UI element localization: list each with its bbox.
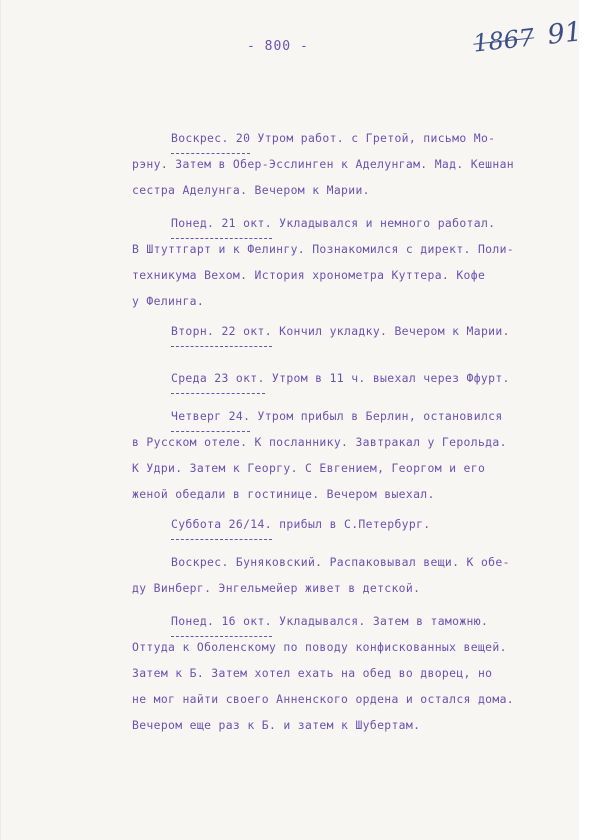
diary-entry [132, 210, 591, 314]
entry-text: Буняковский. Распаковывал вещи. К обе- [228, 555, 510, 569]
entry-line: К Удри. Затем к Георгу. С Евгением, Георгом и его [132, 461, 486, 475]
entry-first-line [171, 549, 591, 575]
entry-line: ду Винберг. Энгельмейер живет в детской. [132, 581, 421, 595]
entry-line: в Русском отеле. К посланнику. Завтракал у Герольда. [132, 435, 507, 449]
entry-date: Четверг 24. [171, 403, 250, 429]
entry-line: Вечером еще раз к Б. и затем к Шубертам. [132, 718, 421, 732]
entry-date: Воскрес. [171, 555, 229, 569]
entry-date: Среда 23 окт. [171, 365, 265, 391]
entry-first-line [171, 608, 591, 634]
entry-date: Суббота 26/14. [171, 511, 272, 537]
diary-entry [132, 125, 591, 203]
entry-line: техникума Вехом. История хронометра Куттера. Кофе [132, 268, 486, 282]
entry-first-line [171, 365, 591, 391]
entry-text: Утром в 11 ч. выехал через Ффурт. [264, 371, 510, 385]
entry-line: рэну. Затем в Обер-Эсслинген к Аделунгам. Мад. Кешнан [132, 157, 515, 171]
entry-text: Укладывался и немного работал. [271, 216, 496, 230]
entry-first-line [171, 403, 591, 429]
entry-line: В Штуттгарт и к Фелингу. Познакомился с директ. Поли- [132, 242, 515, 256]
entry-first-line [171, 511, 591, 537]
entry-date: Понед. 16 окт. [171, 608, 272, 634]
entry-first-line [171, 210, 591, 236]
entry-text: Утром прибыл в Берлин, остановился [250, 409, 503, 423]
entry-line: женой обедали в гостинице. Вечером выехал. [132, 487, 435, 501]
entry-line: Затем к Б. Затем хотел ехать на обед во дворец, но [132, 666, 493, 680]
entry-text: Утром работ. с Гретой, письмо Мо- [250, 131, 496, 145]
entry-text: прибыл в С.Петербург. [271, 517, 431, 531]
handwritten-folio-number: 91 [545, 16, 584, 51]
diary-entry [132, 511, 591, 537]
handwritten-annotation [472, 16, 584, 58]
entry-line: Оттуда к Оболенскому по поводу конфискованных вещей. [132, 640, 507, 654]
entry-text: Укладывался. Затем в таможню. [271, 614, 489, 628]
entry-line: не мог найти своего Анненского ордена и остался дома. [132, 692, 515, 706]
entry-first-line [171, 318, 591, 344]
diary-entry [132, 403, 591, 507]
entry-date: Вторн. 22 окт. [171, 318, 272, 344]
diary-entry [132, 318, 591, 344]
entry-first-line [171, 125, 591, 151]
entry-date: Воскрес. 20 [171, 125, 250, 151]
entry-date: Понед. 21 окт. [171, 210, 272, 236]
diary-entry [132, 365, 591, 391]
page-number: - 800 - [247, 39, 309, 54]
diary-entry [132, 608, 591, 738]
handwritten-year: 1867 [471, 23, 536, 58]
entry-line: сестра Аделунга. Вечером к Марии. [132, 183, 370, 197]
entry-text: Кончил укладку. Вечером к Марии. [271, 324, 510, 338]
diary-entry [132, 549, 591, 601]
entry-line: у Фелинга. [132, 294, 205, 308]
